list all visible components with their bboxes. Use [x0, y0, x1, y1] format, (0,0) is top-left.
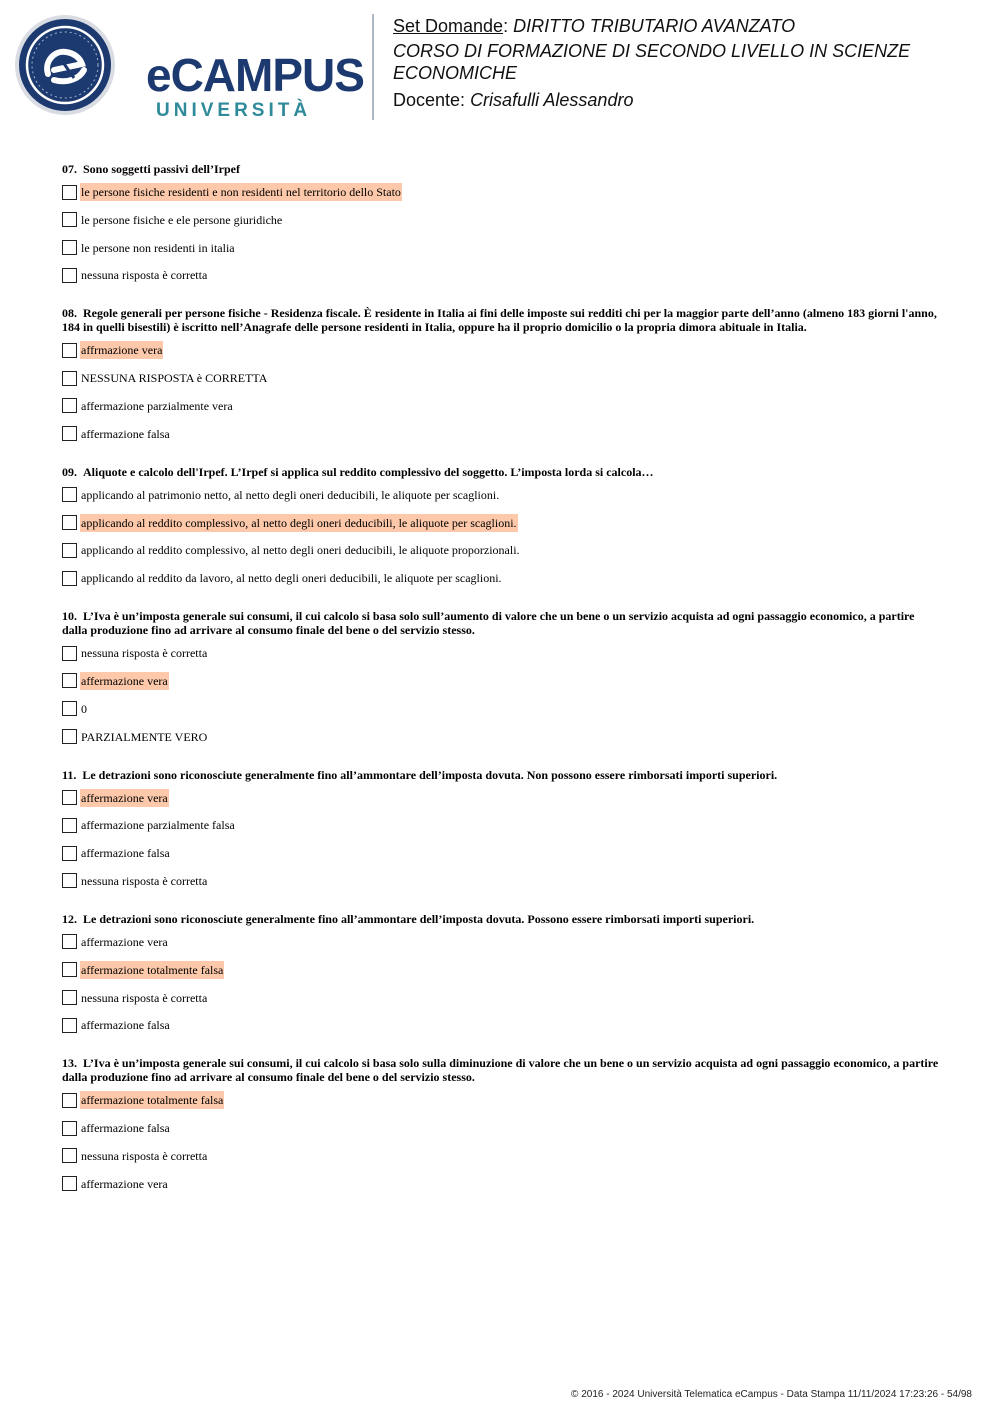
answer-option[interactable]: [62, 568, 942, 588]
course-title: CORSO DI FORMAZIONE DI SECONDO LIVELLO IN SCIENZE ECONOMICHE: [393, 41, 911, 83]
question-number: 08.: [62, 306, 77, 321]
page-footer: © 2016 - 2024 Università Telematica eCampus - Data Stampa 11/11/2024 17:23:26 - 54/98: [571, 1389, 972, 1400]
answer-text-highlighted: affermazione totalmente falsa: [81, 962, 224, 977]
question-number: 11.: [62, 767, 77, 782]
answer-option[interactable]: [62, 1015, 942, 1035]
answer-checkbox[interactable]: [62, 398, 77, 413]
answer-option[interactable]: [62, 788, 942, 808]
logo-subtitle: UNIVERSITÀ: [156, 100, 312, 121]
question-block: [62, 162, 942, 285]
answer-option[interactable]: [62, 540, 942, 560]
question-title: [62, 768, 942, 782]
answer-option[interactable]: [62, 513, 942, 533]
answer-checkbox[interactable]: [62, 729, 77, 744]
header-divider: [372, 14, 374, 120]
answer-text: applicando al reddito complessivo, al netto degli oneri deducibili, le aliquote proporzionali.: [81, 543, 520, 558]
answer-checkbox[interactable]: [62, 1148, 77, 1163]
question-title: [62, 1056, 942, 1084]
question-number: 12.: [62, 911, 77, 926]
answer-checkbox[interactable]: [62, 371, 77, 386]
question-number: 07.: [62, 162, 77, 176]
answer-checkbox[interactable]: [62, 1018, 77, 1033]
answer-option[interactable]: [62, 843, 942, 863]
answer-option[interactable]: [62, 265, 942, 285]
answer-checkbox[interactable]: [62, 934, 77, 949]
answer-text: affermazione parzialmente falsa: [81, 818, 235, 833]
answer-checkbox[interactable]: [62, 646, 77, 661]
answer-option[interactable]: [62, 424, 942, 444]
teacher-row: [393, 89, 983, 111]
answer-option[interactable]: [62, 1174, 942, 1194]
answer-text: le persone non residenti in italia: [81, 240, 235, 255]
answer-option[interactable]: [62, 485, 942, 505]
answer-text: affermazione parzialmente vera: [81, 398, 233, 413]
question-text: Le detrazioni sono riconosciute generalmente fino all’ammontare dell’imposta dovuta. Possono essere rimborsati importi superiori.: [83, 911, 755, 926]
answer-option[interactable]: [62, 871, 942, 891]
set-title: DIRITTO TRIBUTARIO AVANZATO: [513, 16, 796, 36]
question-text: Aliquote e calcolo dell'Irpef. L’Irpef si applica sul reddito complessivo del soggetto. L’imposta lorda si calcola…: [83, 464, 654, 479]
answer-text-highlighted: affrmazione vera: [81, 343, 163, 358]
question-block: [62, 1056, 942, 1193]
set-label: Set Domande: [393, 16, 504, 36]
answer-text: nessuna risposta è corretta: [81, 646, 208, 661]
header-info: [393, 15, 983, 114]
answer-checkbox[interactable]: [62, 212, 77, 227]
answer-text-highlighted: applicando al reddito complessivo, al netto degli oneri deducibili, le aliquote per scaglioni.: [81, 515, 517, 530]
answer-option[interactable]: [62, 1090, 942, 1110]
answer-text: affermazione falsa: [81, 1018, 170, 1033]
question-title: [62, 912, 942, 926]
question-text: Regole generali per persone fisiche - Residenza fiscale. È residente in Italia ai fini delle imposte sui redditi chi per la maggior parte dell’anno (almeno 183 giorni l'anno, 184 in quelli bisestili) è iscritto nell’Anagrafe delle persone residenti in Italia, oppure ha il proprio domicilio o la propria dimora abituale in Italia.: [62, 306, 937, 335]
answer-text: nessuna risposta è corretta: [81, 268, 208, 283]
answer-checkbox[interactable]: [62, 543, 77, 558]
answer-option[interactable]: [62, 238, 942, 258]
answer-option[interactable]: [62, 368, 942, 388]
question-number: 13.: [62, 1056, 77, 1071]
answer-option[interactable]: [62, 643, 942, 663]
answer-checkbox[interactable]: [62, 240, 77, 255]
answer-text-highlighted: affermazione totalmente falsa: [81, 1093, 224, 1108]
answer-option[interactable]: [62, 182, 942, 202]
answer-checkbox[interactable]: [62, 673, 77, 688]
question-number: 10.: [62, 609, 77, 624]
answer-option[interactable]: [62, 396, 942, 416]
answer-option[interactable]: [62, 671, 942, 691]
question-block: [62, 912, 942, 1035]
answer-text: affermazione vera: [81, 934, 168, 949]
answer-text: nessuna risposta è corretta: [81, 1148, 208, 1163]
question-block: [62, 306, 942, 443]
question-text: L’Iva è un’imposta generale sui consumi, il cui calcolo si basa solo sulla diminuzione di valore che un bene o un servizio acquista ad ogni passaggio economico, a partire dalla produzione fino ad arrivare al consumo finale del bene o del servizio stesso.: [62, 1056, 939, 1085]
answer-checkbox[interactable]: [62, 185, 77, 200]
answer-checkbox[interactable]: [62, 701, 77, 716]
question-block: [62, 768, 942, 891]
ecampus-emblem-icon: [14, 14, 116, 116]
answer-option[interactable]: [62, 1146, 942, 1166]
question-title: [62, 162, 942, 176]
answer-text: PARZIALMENTE VERO: [81, 729, 208, 744]
answer-option[interactable]: [62, 1118, 942, 1138]
answer-checkbox[interactable]: [62, 343, 77, 358]
question-number: 09.: [62, 464, 77, 479]
answer-checkbox[interactable]: [62, 571, 77, 586]
logo-wordmark: [146, 49, 364, 122]
answer-option[interactable]: [62, 210, 942, 230]
answer-checkbox[interactable]: [62, 268, 77, 283]
answer-checkbox[interactable]: [62, 818, 77, 833]
teacher-name: Crisafulli Alessandro: [470, 90, 634, 110]
answer-option[interactable]: [62, 727, 942, 747]
answer-checkbox[interactable]: [62, 790, 77, 805]
answer-text: NESSUNA RISPOSTA è CORRETTA: [81, 371, 268, 386]
answer-text: affermazione falsa: [81, 846, 170, 861]
question-title: [62, 465, 942, 479]
answer-option[interactable]: [62, 699, 942, 719]
answer-text: applicando al reddito da lavoro, al netto degli oneri deducibili, le aliquote per scaglioni.: [81, 571, 502, 586]
answer-text: nessuna risposta è corretta: [81, 990, 208, 1005]
question-list: [62, 162, 942, 1215]
question-title: [62, 609, 942, 637]
question-block: [62, 609, 942, 746]
logo-brand: eCAMPUS: [146, 49, 364, 101]
page-header: [0, 0, 1000, 130]
answer-checkbox[interactable]: [62, 515, 77, 530]
answer-checkbox[interactable]: [62, 1121, 77, 1136]
answer-checkbox[interactable]: [62, 962, 77, 977]
answer-option[interactable]: [62, 815, 942, 835]
answer-text: applicando al patrimonio netto, al netto degli oneri deducibili, le aliquote per scaglioni.: [81, 487, 500, 502]
answer-text: le persone fisiche e ele persone giuridiche: [81, 212, 283, 227]
answer-text-highlighted: le persone fisiche residenti e non residenti nel territorio dello Stato: [81, 185, 401, 199]
answer-checkbox[interactable]: [62, 426, 77, 441]
question-text: Sono soggetti passivi dell’Irpef: [83, 162, 241, 176]
answer-option[interactable]: [62, 340, 942, 360]
answer-text: 0: [81, 701, 87, 716]
answer-checkbox[interactable]: [62, 846, 77, 861]
question-block: [62, 465, 942, 588]
question-text: L’Iva è un’imposta generale sui consumi, il cui calcolo si basa solo sull’aumento di valore che un bene o un servizio acquista ad ogni passaggio economico, a partire dalla produzione fino ad arrivare al consumo finale del bene o del servizio stesso.: [62, 609, 915, 638]
answer-checkbox[interactable]: [62, 990, 77, 1005]
answer-option[interactable]: [62, 960, 942, 980]
set-title-row: Set Domande: DIRITTO TRIBUTARIO AVANZATO: [393, 16, 796, 36]
answer-checkbox[interactable]: [62, 487, 77, 502]
ecampus-logo: [14, 14, 364, 121]
answer-text: affermazione falsa: [81, 1121, 170, 1136]
teacher-label: Docente:: [393, 90, 466, 110]
answer-text-highlighted: affermazione vera: [81, 673, 168, 688]
answer-option[interactable]: [62, 988, 942, 1008]
answer-checkbox[interactable]: [62, 1093, 77, 1108]
answer-text: affermazione vera: [81, 1176, 168, 1191]
answer-checkbox[interactable]: [62, 873, 77, 888]
question-text: Le detrazioni sono riconosciute generalmente fino all’ammontare dell’imposta dovuta. Non possono essere rimborsati importi superiori.: [82, 767, 778, 782]
answer-text: nessuna risposta è corretta: [81, 873, 208, 888]
answer-option[interactable]: [62, 932, 942, 952]
answer-text-highlighted: affermazione vera: [81, 790, 168, 805]
question-title: [62, 306, 942, 334]
answer-checkbox[interactable]: [62, 1176, 77, 1191]
answer-text: affermazione falsa: [81, 426, 170, 441]
